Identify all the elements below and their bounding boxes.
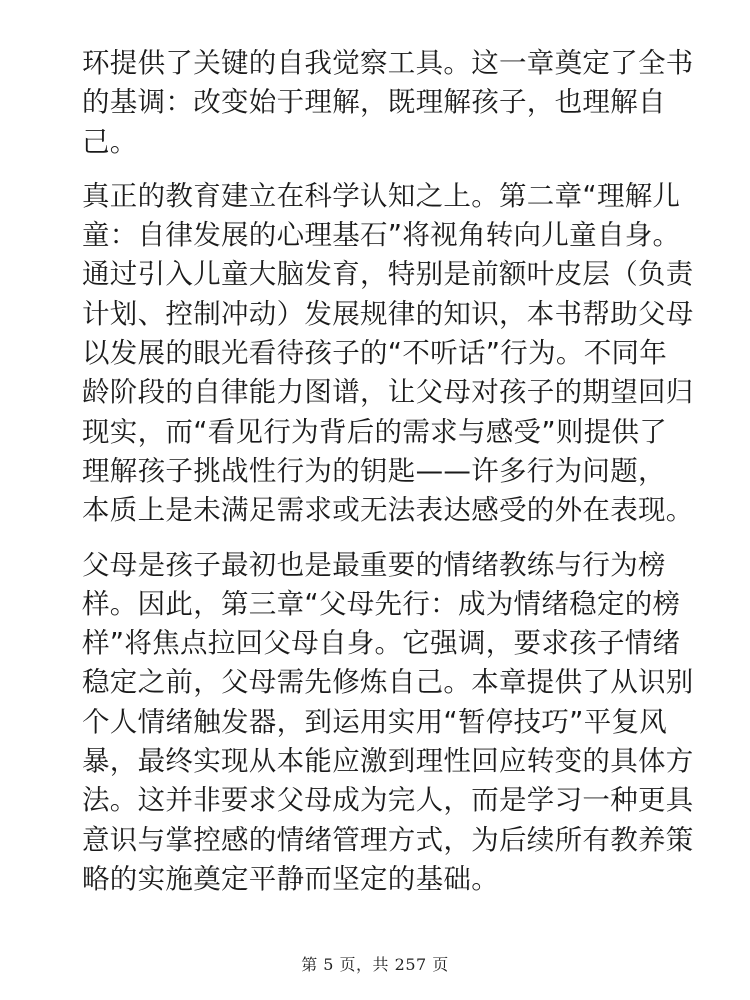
text-line: 父母是孩子最初也是最重要的情绪教练与行为榜 (82, 548, 666, 581)
text-line: 意识与掌控感的情绪管理方式，为后续所有教养策 (82, 823, 694, 856)
text-line: 真正的教育建立在科学认知之上。第二章“理解儿 (82, 179, 681, 212)
text-line: 个人情绪触发器，到运用实用“暂停技巧”平复风 (82, 705, 668, 738)
page-number: 第 5 页，共 257 页 (301, 955, 449, 974)
text-line: 龄阶段的自律能力图谱，让父母对孩子的期望回归 (82, 376, 694, 409)
document-body (82, 44, 694, 914)
text-line: 样”将焦点拉回父母自身。它强调，要求孩子情绪 (82, 627, 681, 660)
text-line: 现实，而“看见行为背后的需求与感受”则提供了 (82, 415, 668, 448)
text-line: 己。 (82, 125, 138, 158)
text-line: 计划、控制冲动）发展规律的知识，本书帮助父母 (82, 297, 694, 330)
text-line: 以发展的眼光看待孩子的“不听话”行为。不同年 (82, 337, 668, 370)
text-line: 稳定之前，父母需先修炼自己。本章提供了从识别 (82, 666, 694, 699)
text-line: 环提供了关键的自我觉察工具。这一章奠定了全书 (82, 47, 694, 79)
paragraph (82, 177, 694, 531)
paragraph (82, 44, 694, 162)
text-line: 样。因此，第三章“父母先行：成为情绪稳定的榜 (82, 587, 681, 620)
text-line: 法。这并非要求父母成为完人，而是学习一种更具 (82, 784, 694, 817)
text-line: 的基调：改变始于理解，既理解孩子，也理解自 (82, 86, 666, 119)
text-line: 暴，最终实现从本能应激到理性回应转变的具体方 (82, 745, 694, 778)
text-line: 本质上是未满足需求或无法表达感受的外在表现。 (82, 494, 694, 527)
paragraph (82, 546, 694, 900)
text-line: 童：自律发展的心理基石”将视角转向儿童自身。 (82, 219, 681, 252)
text-line: 通过引入儿童大脑发育，特别是前额叶皮层（负责 (82, 258, 694, 291)
text-line: 略的实施奠定平静而坚定的基础。 (82, 862, 499, 895)
text-line: 理解孩子挑战性行为的钥匙——许多行为问题， (82, 454, 666, 487)
